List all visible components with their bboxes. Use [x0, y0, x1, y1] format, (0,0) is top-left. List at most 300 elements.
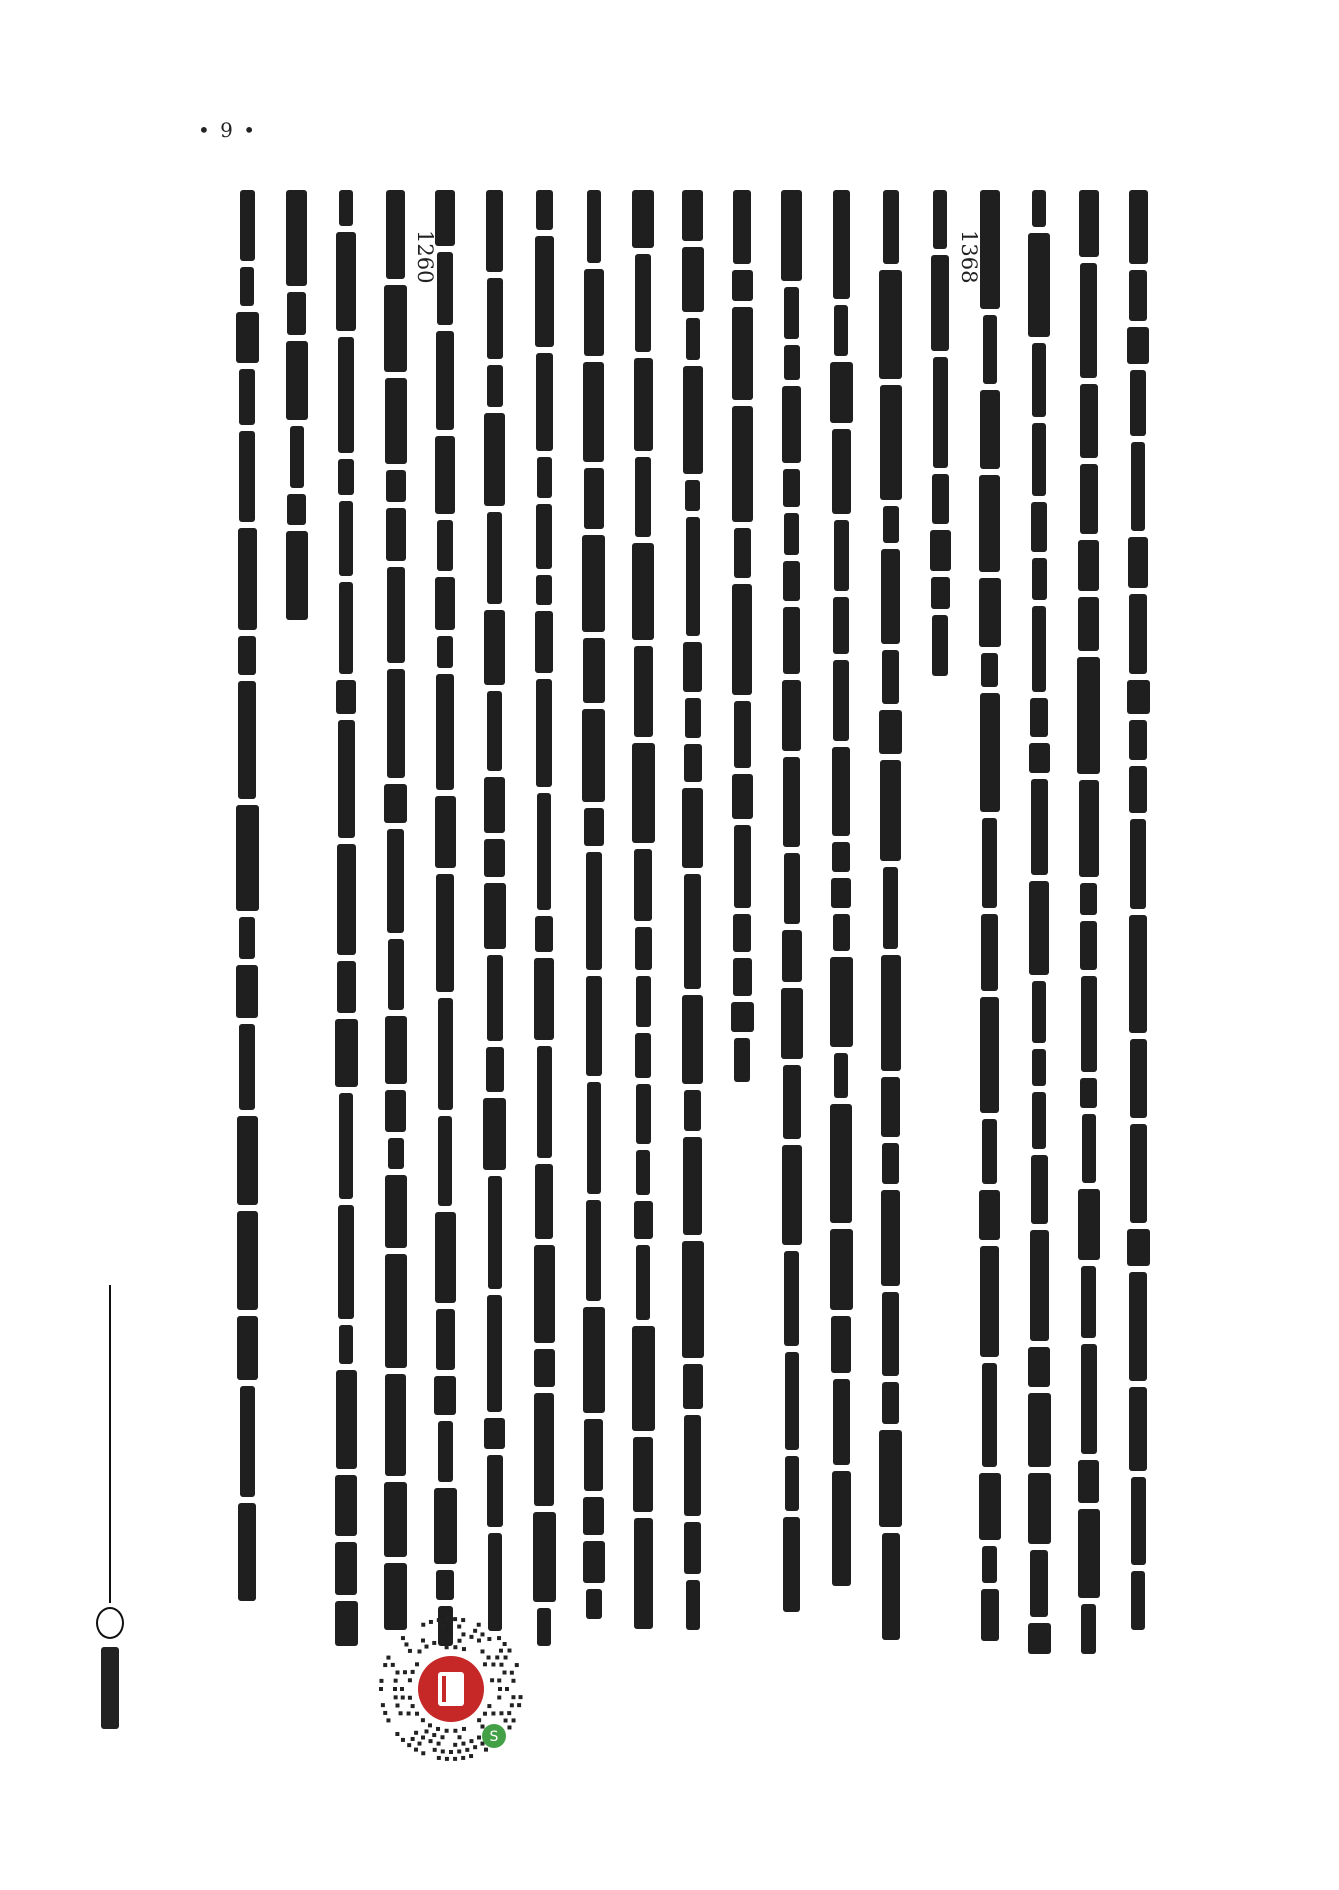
- qr-dot: [519, 1695, 523, 1699]
- mongolian-word: [682, 1241, 704, 1358]
- text-columns: [195, 190, 1155, 1730]
- mongolian-word: [339, 1325, 353, 1364]
- qr-dot: [461, 1756, 465, 1760]
- mongolian-word: [980, 390, 1000, 469]
- mongolian-word: [535, 1164, 553, 1239]
- mongolian-word: [586, 1200, 601, 1301]
- page-number: • 9 •: [198, 118, 258, 142]
- mongolian-word: [783, 607, 800, 674]
- mongolian-word: [982, 1363, 997, 1467]
- mongolian-word: [832, 429, 851, 514]
- mongolian-word: [1129, 766, 1147, 813]
- mongolian-word: [1028, 1393, 1051, 1467]
- mongolian-word: [882, 1382, 899, 1424]
- mongolian-word: [385, 1016, 407, 1084]
- qr-dot: [421, 1718, 425, 1722]
- mongolian-word: [785, 1456, 799, 1511]
- mongolian-word: [237, 1211, 258, 1310]
- qr-dot: [425, 1729, 429, 1733]
- mongolian-word: [1077, 657, 1100, 774]
- mongolian-word: [240, 1386, 255, 1497]
- qr-dot: [411, 1737, 415, 1741]
- mongolian-word: [486, 190, 503, 272]
- qr-dot: [473, 1629, 477, 1633]
- mongolian-word: [783, 1065, 801, 1139]
- mongolian-word: [683, 1137, 702, 1235]
- mongolian-word: [831, 1316, 851, 1373]
- qr-dot: [432, 1641, 436, 1645]
- mongolian-word: [335, 1601, 358, 1646]
- mongolian-word: [832, 842, 850, 872]
- qr-dot: [477, 1735, 481, 1739]
- mongolian-word: [1081, 1266, 1096, 1338]
- mongolian-word: [384, 1482, 407, 1557]
- mongolian-word: [338, 1205, 354, 1319]
- mongolian-word: [583, 1307, 605, 1413]
- mongolian-word: [484, 839, 505, 877]
- mongolian-word: [881, 549, 900, 644]
- mongolian-word: [339, 582, 353, 674]
- mongolian-word: [239, 431, 255, 522]
- mongolian-word: [1078, 597, 1099, 651]
- mongolian-word: [335, 1475, 357, 1536]
- mongolian-word: [1130, 1124, 1147, 1223]
- mongolian-word: [435, 190, 455, 246]
- mongolian-word: [583, 362, 604, 462]
- mongolian-word: [634, 1518, 653, 1629]
- mongolian-word: [636, 976, 651, 1027]
- mongolian-word: [734, 701, 751, 768]
- qr-dot: [461, 1742, 465, 1746]
- mongolian-word: [932, 474, 949, 524]
- mongolian-word: [784, 1251, 799, 1346]
- qr-dot: [445, 1757, 449, 1761]
- qr-dot: [469, 1635, 473, 1639]
- mongolian-word: [980, 190, 1000, 309]
- qr-dot: [465, 1748, 469, 1752]
- qr-dot: [425, 1645, 429, 1649]
- mongolian-word: [880, 385, 902, 500]
- qr-dot: [386, 1718, 390, 1722]
- qr-dot: [386, 1656, 390, 1660]
- mongolian-word: [879, 710, 902, 754]
- qr-dot: [469, 1754, 473, 1758]
- qr-dot: [445, 1645, 449, 1649]
- mongolian-word: [1080, 1078, 1097, 1108]
- qr-dot: [461, 1618, 465, 1622]
- mongolian-word: [832, 747, 850, 836]
- mongolian-word: [438, 1116, 452, 1206]
- qr-dot: [421, 1639, 425, 1643]
- qr-dot: [495, 1655, 499, 1659]
- mongolian-word: [635, 457, 651, 537]
- mongolian-word: [536, 190, 553, 230]
- mongolian-word: [237, 1316, 258, 1380]
- mongolian-word: [1031, 502, 1047, 552]
- mongolian-word: [385, 1374, 406, 1476]
- mongolian-word: [387, 669, 405, 778]
- mongolian-word: [238, 636, 256, 675]
- mongolian-word: [830, 1104, 852, 1223]
- mongolian-word: [632, 743, 655, 843]
- mongolian-word: [685, 698, 701, 738]
- qr-dot: [411, 1670, 415, 1674]
- mongolian-word: [534, 1245, 555, 1343]
- mongolian-word: [931, 577, 950, 609]
- mongolian-word: [487, 365, 503, 407]
- qr-dot: [408, 1678, 412, 1682]
- mongolian-word: [636, 1150, 650, 1195]
- qr-dot: [381, 1703, 385, 1707]
- mongolian-word: [587, 1082, 601, 1194]
- mongolian-word: [980, 1246, 999, 1357]
- qr-dot: [515, 1663, 519, 1667]
- qr-dot: [399, 1711, 403, 1715]
- qr-dot: [458, 1735, 462, 1739]
- mongolian-word: [1130, 370, 1146, 436]
- mongolian-word: [1032, 1049, 1046, 1086]
- mongolian-word: [684, 1522, 701, 1574]
- mongolian-word: [335, 1542, 357, 1595]
- mongolian-word: [287, 494, 306, 525]
- mongolian-word: [1080, 263, 1097, 378]
- qr-dot: [491, 1712, 495, 1716]
- mongolian-word: [982, 1119, 997, 1184]
- text-column: [828, 190, 854, 1592]
- qr-dot: [383, 1663, 387, 1667]
- qr-dot: [510, 1671, 514, 1675]
- qr-dot: [477, 1718, 481, 1722]
- mongolian-word: [240, 267, 254, 306]
- mongolian-word: [537, 457, 552, 498]
- mongolian-word: [1078, 1189, 1100, 1260]
- mongolian-word: [979, 475, 1000, 572]
- mongolian-word: [436, 674, 454, 790]
- mongolian-word: [584, 468, 604, 529]
- mongolian-word: [536, 353, 553, 451]
- qr-dot: [432, 1733, 436, 1737]
- mongolian-word: [832, 1471, 851, 1586]
- mongolian-word: [982, 1546, 997, 1583]
- mongolian-word: [981, 653, 998, 687]
- mongolian-word: [239, 1024, 255, 1110]
- mongolian-word: [683, 1364, 703, 1409]
- mongolian-word: [732, 270, 753, 301]
- mongolian-word: [535, 611, 553, 673]
- mongolian-word: [236, 805, 259, 911]
- mongolian-word: [1130, 819, 1146, 909]
- mongolian-word: [1080, 921, 1097, 970]
- text-column: [977, 190, 1003, 1647]
- mongolian-word: [1032, 981, 1046, 1043]
- qr-dot: [428, 1723, 432, 1727]
- mongolian-word: [384, 784, 407, 823]
- mongolian-word: [1030, 698, 1048, 737]
- mongolian-word: [784, 287, 799, 339]
- mongolian-word: [1031, 779, 1048, 875]
- qr-dot: [499, 1711, 503, 1715]
- qr-dot: [418, 1649, 422, 1653]
- mongolian-word: [634, 358, 653, 451]
- mongolian-word: [682, 788, 703, 868]
- mongolian-word: [632, 543, 654, 640]
- mongolian-word: [783, 561, 800, 601]
- wechat-mini-program-icon-glyph: S: [489, 1729, 499, 1745]
- qr-dot: [395, 1732, 399, 1736]
- mongolian-word: [534, 1393, 554, 1506]
- qr-dot: [403, 1670, 407, 1674]
- mongolian-word: [980, 997, 999, 1113]
- running-head-title: [101, 1647, 119, 1729]
- mongolian-word: [237, 1116, 258, 1205]
- mongolian-word: [883, 190, 899, 264]
- text-column: [927, 190, 953, 682]
- mongolian-word: [239, 917, 255, 959]
- mongolian-word: [684, 744, 702, 782]
- qr-dot: [477, 1623, 481, 1627]
- mongolian-word: [286, 531, 308, 620]
- mongolian-word: [438, 1421, 453, 1482]
- mongolian-word: [732, 774, 753, 819]
- mongolian-word: [336, 232, 356, 331]
- qr-dot: [437, 1742, 441, 1746]
- qr-dot: [407, 1743, 411, 1747]
- mongolian-word: [385, 1175, 407, 1248]
- mongolian-word: [1129, 720, 1147, 760]
- mongolian-word: [1032, 1092, 1046, 1149]
- mongolian-word: [436, 874, 454, 992]
- qr-dot: [497, 1636, 501, 1640]
- mongolian-word: [733, 190, 751, 264]
- mongolian-word: [388, 939, 404, 1010]
- running-head-ornament-icon: [96, 1607, 124, 1639]
- mongolian-word: [1129, 1272, 1147, 1381]
- qr-dot: [487, 1704, 491, 1708]
- mongolian-word: [536, 575, 552, 605]
- qr-dot: [480, 1725, 484, 1729]
- mongolian-word: [635, 254, 651, 352]
- mongolian-word: [781, 190, 802, 281]
- mongolian-word: [1129, 270, 1147, 321]
- mongolian-word: [1078, 540, 1099, 591]
- text-column: [531, 190, 557, 1652]
- mongolian-word: [882, 1143, 899, 1184]
- qr-dot: [498, 1687, 502, 1691]
- mongolian-word: [435, 577, 455, 630]
- qr-dot: [453, 1645, 457, 1649]
- mongolian-word: [933, 190, 947, 249]
- mongolian-word: [487, 278, 503, 359]
- mongolian-word: [830, 362, 853, 423]
- year-label: 1260: [413, 230, 437, 284]
- mongolian-word: [686, 318, 700, 360]
- qr-dot: [453, 1617, 457, 1621]
- mongolian-word: [784, 853, 800, 924]
- mongolian-word: [784, 513, 799, 555]
- mongolian-word: [831, 878, 851, 908]
- mongolian-word: [487, 1455, 503, 1527]
- qr-dot: [441, 1749, 445, 1753]
- mongolian-word: [684, 1415, 701, 1516]
- mongolian-word: [339, 1093, 353, 1199]
- mongolian-word: [586, 852, 602, 970]
- qr-dot: [497, 1696, 501, 1700]
- mongolian-word: [533, 1512, 556, 1602]
- mongolian-word: [1078, 1460, 1099, 1503]
- mongolian-word: [487, 955, 503, 1041]
- text-column: [234, 190, 260, 1607]
- mongolian-word: [537, 793, 551, 910]
- mongolian-word: [734, 528, 751, 578]
- mongolian-word: [632, 190, 654, 248]
- mongolian-word: [1032, 190, 1046, 227]
- qr-dot: [415, 1712, 419, 1716]
- mongolian-word: [437, 520, 453, 571]
- qr-dot: [415, 1662, 419, 1666]
- qr-dot: [401, 1636, 405, 1640]
- mongolian-word: [240, 190, 255, 261]
- qr-dot: [469, 1739, 473, 1743]
- mongolian-word: [1128, 537, 1148, 588]
- mongolian-word: [388, 1138, 404, 1169]
- mongolian-word: [1127, 1229, 1150, 1266]
- mongolian-word: [1129, 190, 1148, 264]
- mongolian-word: [487, 691, 502, 771]
- mongolian-word: [385, 1254, 407, 1368]
- qr-dot: [499, 1649, 503, 1653]
- qr-dot: [461, 1632, 465, 1636]
- mongolian-word: [582, 709, 605, 802]
- mongolian-word: [1029, 743, 1050, 773]
- mongolian-word: [287, 292, 306, 335]
- mongolian-word: [882, 650, 899, 704]
- mongolian-word: [1032, 423, 1046, 496]
- mongolian-word: [883, 506, 899, 543]
- mongolian-word: [1127, 680, 1150, 714]
- qr-dot: [437, 1618, 441, 1622]
- qr-dot: [441, 1625, 445, 1629]
- qr-dot: [507, 1649, 511, 1653]
- mongolian-word: [734, 1038, 750, 1082]
- mongolian-word: [930, 530, 951, 571]
- qr-dot: [453, 1757, 457, 1761]
- qr-dot: [449, 1638, 453, 1642]
- mongolian-word: [582, 535, 605, 632]
- mongolian-word: [733, 914, 751, 952]
- qr-dot: [497, 1678, 501, 1682]
- mongolian-word: [833, 597, 849, 654]
- mongolian-word: [1078, 1509, 1100, 1598]
- mongolian-word: [290, 426, 304, 488]
- mongolian-word: [634, 849, 652, 921]
- qr-dot: [477, 1639, 481, 1643]
- mongolian-word: [933, 357, 948, 468]
- mongolian-word: [387, 829, 404, 933]
- text-column: [284, 190, 310, 626]
- qr-dot: [401, 1738, 405, 1742]
- mongolian-word: [1079, 780, 1099, 877]
- qr-dot: [418, 1742, 422, 1746]
- qr-dot: [407, 1712, 411, 1716]
- mongolian-word: [1080, 384, 1098, 458]
- text-column: [333, 190, 359, 1652]
- qr-dot: [511, 1695, 515, 1699]
- qr-dot: [421, 1623, 425, 1627]
- mongolian-word: [286, 190, 307, 286]
- mongolian-word: [435, 796, 456, 868]
- mongolian-word: [385, 1090, 406, 1132]
- text-column: [1026, 190, 1052, 1660]
- text-column: [482, 190, 508, 1637]
- mongolian-word: [1129, 594, 1147, 674]
- qr-dot: [511, 1679, 515, 1683]
- mongolian-word: [437, 252, 453, 325]
- text-column: [779, 190, 805, 1618]
- mongolian-word: [682, 995, 703, 1084]
- mongolian-word: [1131, 1477, 1146, 1565]
- mongolian-word: [783, 1517, 800, 1612]
- qr-dot: [483, 1662, 487, 1666]
- mongolian-word: [685, 480, 700, 511]
- book-icon: [438, 1672, 464, 1706]
- qr-dot: [503, 1670, 507, 1674]
- mongolian-word: [632, 1326, 655, 1431]
- qr-dot: [512, 1718, 516, 1722]
- mongolian-word: [236, 965, 258, 1018]
- mongolian-word: [435, 1212, 456, 1303]
- qr-dot: [462, 1647, 466, 1651]
- running-head: [96, 1285, 126, 1730]
- mongolian-word: [286, 341, 308, 420]
- qr-dot: [480, 1649, 484, 1653]
- mongolian-word: [634, 1201, 653, 1239]
- mongolian-word: [434, 1376, 456, 1415]
- mongolian-word: [635, 927, 652, 970]
- mongolian-word: [487, 1295, 502, 1412]
- mongolian-word: [1127, 327, 1149, 364]
- mongolian-word: [484, 883, 506, 949]
- mongolian-word: [1080, 464, 1098, 534]
- mongolian-word: [979, 578, 1001, 647]
- qr-dot: [487, 1656, 491, 1660]
- mongolian-word: [1079, 190, 1099, 257]
- mongolian-word: [732, 584, 752, 695]
- qr-dot: [437, 1756, 441, 1760]
- mongolian-word: [783, 757, 800, 847]
- mongolian-word: [338, 459, 354, 495]
- mongolian-word: [336, 1370, 357, 1469]
- mongolian-word: [535, 236, 554, 347]
- mongolian-word: [880, 760, 901, 861]
- mongolian-word: [684, 874, 701, 989]
- mongolian-word: [584, 808, 604, 846]
- qr-dot: [504, 1656, 508, 1660]
- mongolian-word: [785, 1352, 799, 1450]
- text-column: [729, 190, 755, 1088]
- mongolian-word: [981, 914, 998, 991]
- qr-dot: [503, 1642, 507, 1646]
- qr-dot: [383, 1711, 387, 1715]
- mongolian-word: [979, 1190, 1000, 1240]
- mongolian-word: [879, 270, 902, 379]
- mongolian-word: [238, 1503, 256, 1601]
- mongolian-word: [983, 315, 997, 384]
- mongolian-word: [385, 378, 407, 464]
- qr-dot: [462, 1727, 466, 1731]
- mongolian-word: [384, 285, 407, 372]
- qr-code-badge[interactable]: [376, 1614, 526, 1764]
- text-column: [383, 190, 409, 1636]
